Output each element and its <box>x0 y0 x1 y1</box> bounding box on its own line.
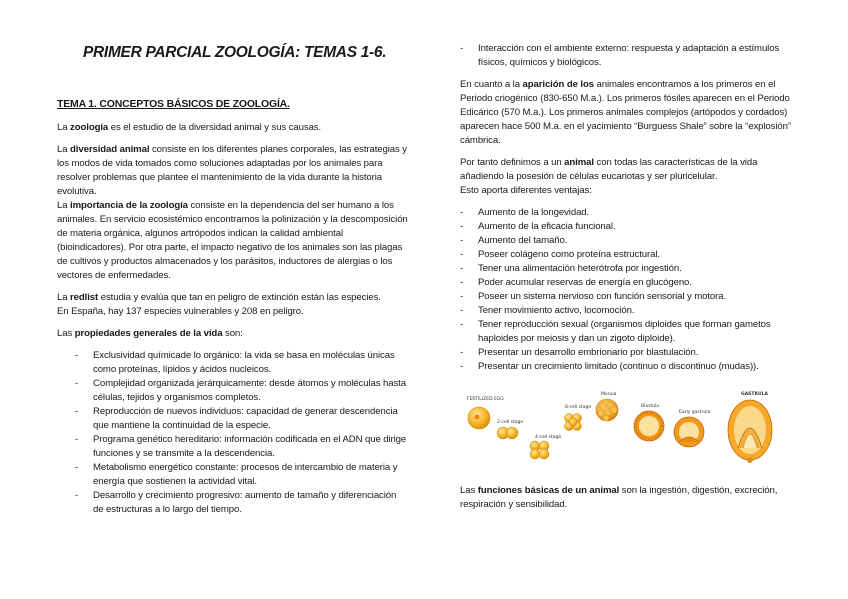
fertilized-egg-icon <box>468 407 490 429</box>
embryo-development-figure <box>465 388 795 468</box>
text: consiste en los diferentes planes corporales, las estrategias y los modos de vida tomados como soluciones adaptadas por los animales para resolver problemas que plantee el mantenimiento de la vida durante la historia evolutiva. <box>57 144 407 197</box>
bold-term: importancia de la zoología <box>70 200 188 211</box>
list-item: - Aumento de la longevidad. <box>460 206 800 220</box>
propiedades-list-continued <box>460 42 800 70</box>
paragraph-importancia <box>57 199 409 283</box>
bold-term: animal <box>564 157 594 168</box>
list-item: - Poseer colágeno como proteína estructural. <box>460 248 800 262</box>
paragraph-aparicion <box>460 78 800 148</box>
gastrula-icon <box>728 400 772 463</box>
list-item: - Interacción con el ambiente externo: respuesta y adaptación a estímulos físicos, químicos y biológicos. <box>460 42 800 70</box>
four-cell-stage-icon <box>530 441 549 459</box>
section-title-tema-1: TEMA 1. CONCEPTOS BÁSICOS DE ZOOLOGÍA. <box>57 98 290 110</box>
bold-term: aparición de los <box>522 79 594 90</box>
text: En cuanto a la <box>460 79 523 90</box>
text: Las <box>57 328 75 339</box>
paragraph-animal <box>460 156 800 198</box>
label-early-gastrula: Early gastrula <box>679 410 711 415</box>
text: consiste en la dependencia del ser humano a los animales. En servicio ecosistémico encontramos la polinización y la descomposición de materia orgánica, algunos artrópodos indican la calidad ambiental (bioindicadores). Por otra parte, el impacto negativo de los animales son las plagas de cultivos y productos almacenados y los parásitos, inductores de alergias o los vectores de enfermedades. <box>57 200 408 281</box>
label-two-cell: 2-cell stage <box>497 420 524 425</box>
text: es el estudio de la diversidad animal y sus causas. <box>108 122 322 133</box>
paragraph-zoologia <box>57 121 409 135</box>
list-item: - Desarrollo y crecimiento progresivo: aumento de tamaño y diferenciación de estructuras a lo largo del tiempo. <box>57 489 409 517</box>
list-item: - Poder acumular reservas de energía en glucógeno. <box>460 276 800 290</box>
label-morula: Morula <box>601 392 617 397</box>
ventajas-list <box>460 206 800 374</box>
bold-term: diversidad animal <box>70 144 150 155</box>
paragraph-propiedades <box>57 327 409 341</box>
paragraph-funciones <box>460 484 800 512</box>
list-item: - Metabolismo energético constante: procesos de intercambio de materia y energía que sostienen la actividad vital. <box>57 461 409 489</box>
page-title: PRIMER PARCIAL ZOOLOGÍA: TEMAS 1-6. <box>83 44 387 61</box>
label-eight-cell: 8-cell stage <box>565 405 592 410</box>
text: La <box>57 200 71 211</box>
list-item: - Exclusividad químicade lo orgánico: la vida se basa en moléculas únicas como proteínas, lípidos y ácidos nucleicos. <box>57 349 409 377</box>
list-item: - Tener movimiento activo, locomoción. <box>460 304 800 318</box>
list-item: - Tener reproducción sexual (organismos diploides que forman gametos haploides por meiosis y dan un zigoto diploide). <box>460 318 800 346</box>
right-column <box>460 42 800 520</box>
text: son la ingestión, digestión, excreción, respiración y sensibilidad. <box>460 485 778 510</box>
bold-term: propiedades generales de la vida <box>74 328 223 339</box>
text: Esto aporta diferentes ventajas: <box>460 185 592 196</box>
text: animales encontramos a los primeros en el Periodo criogénico (830-650 M.a.). Los primeros fósiles aparecen en el Periodo Edicárico (570 M.a.). Los primeros animales complejos (artópodos y cordados) aparecen hace 500 M.a. en el yacimiento “Burguess Shale” sobre la “explosión” cámbrica. <box>460 79 791 146</box>
list-item: - Poseer un sistema nervioso con función sensorial y motora. <box>460 290 800 304</box>
text: La <box>57 122 71 133</box>
list-item: - Programa genético hereditario: información codificada en el ADN que dirige funciones y se transmite a la descendencia. <box>57 433 409 461</box>
label-blastula: Blastula <box>641 404 660 409</box>
text: con todas las características de la vida añadiendo la posesión de células eucariotas y ser pluricelular. <box>460 157 758 182</box>
text: estudia y evalúa que tan en peligro de extinción están las especies. <box>98 292 381 303</box>
text: La <box>57 144 71 155</box>
bold-term: funciones básicas de un animal <box>477 485 620 496</box>
text: son: <box>222 328 243 339</box>
paragraph-redlist <box>57 291 409 319</box>
eight-cell-stage-icon <box>565 414 582 431</box>
bold-term: zoología <box>70 122 109 133</box>
morula-icon <box>596 399 618 421</box>
list-item: - Complejidad organizada jerárquicamente: desde átomos y moléculas hasta células, tejidos y organismos completos. <box>57 377 409 405</box>
list-item: - Tener una alimentación heterótrofa por ingestión. <box>460 262 800 276</box>
label-egg: FERTILIZED EGG <box>467 397 504 402</box>
two-cell-stage-icon <box>497 427 518 439</box>
bold-term: redlist <box>70 292 99 303</box>
label-four-cell: 4-cell stage <box>535 435 562 440</box>
list-item: - Reproducción de nuevos individuos: capacidad de generar descendencia que mantiene la continuidad de la especie. <box>57 405 409 433</box>
text: Las <box>460 485 478 496</box>
text: Por tanto definimos a un <box>460 157 565 168</box>
text: En España, hay 137 especies vulnerables y 208 en peligro. <box>57 306 304 317</box>
list-item: - Presentar un crecimiento limitado (continuo o discontinuo (mudas)). <box>460 360 800 374</box>
left-column <box>57 42 409 517</box>
embryo-development-illustration <box>465 388 795 468</box>
text: La <box>57 292 71 303</box>
list-item: - Aumento del tamaño. <box>460 234 800 248</box>
paragraph-diversidad <box>57 143 409 199</box>
label-gastrula: GASTRULA <box>741 392 768 397</box>
early-gastrula-icon <box>674 417 704 447</box>
blastula-icon <box>634 411 664 441</box>
list-item: - Aumento de la eficacia funcional. <box>460 220 800 234</box>
list-item: - Presentar un desarrollo embrionario por blastulación. <box>460 346 800 360</box>
propiedades-list <box>57 349 409 517</box>
